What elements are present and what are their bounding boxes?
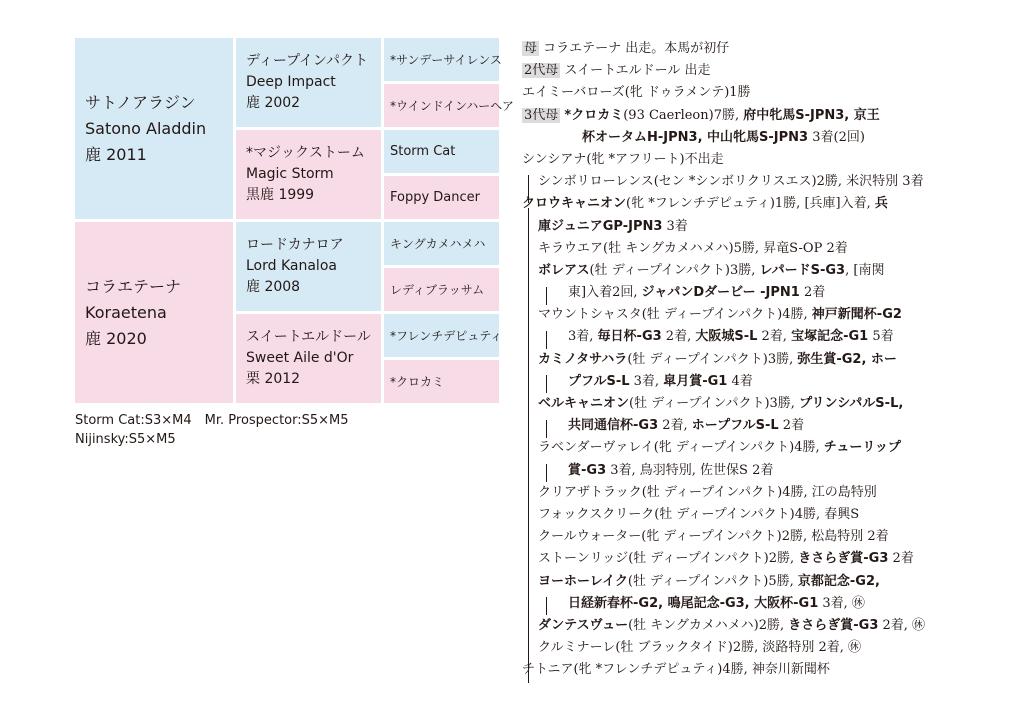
ancestor-cell: [384, 222, 499, 265]
tree-connector: [528, 208, 529, 683]
family-notes: [522, 38, 962, 681]
family-line: ラベンダーヴァレイ(牝 ディープインパクト)4勝, チューリップ: [538, 440, 901, 456]
family-line: ダンテスヴュー(牡 キングカメハメハ)2勝, きさらぎ賞-G3 2着, ㊡: [538, 617, 926, 633]
ancestor-cell: [384, 360, 499, 403]
ancestor-name: *ウインドインハーヘア: [390, 98, 514, 113]
family-line: チトニア(牝 *フレンチデピュティ)4勝, 神奈川新聞杯: [522, 662, 830, 678]
dd-name-en: Sweet Aile d'Or: [246, 350, 354, 366]
sire-cell: [75, 38, 233, 219]
family-line: ヨーホーレイク(牡 ディープインパクト)5勝, 京都記念-G2,: [538, 573, 880, 589]
generation-tag: 2代母: [524, 63, 559, 79]
family-line: クリアザトラック(牡 ディープインパクト)4勝, 江の島特別: [538, 484, 877, 500]
family-line: エイミーバローズ(牝 ドゥラメンテ)1勝: [522, 85, 751, 101]
family-line: クロウキャニオン(牝 *フレンチデピュティ)1勝, [兵庫]入着, 兵: [522, 196, 888, 212]
family-line: キラウエア(牡 キングカメハメハ)5勝, 昇竜S-OP 2着: [538, 240, 848, 256]
ancestor-cell: [384, 268, 499, 311]
dam-info: 鹿 2020: [85, 328, 147, 348]
family-line: 3着, 毎日杯-G3 2着, 大阪城S-L 2着, 宝塚記念-G1 5着: [568, 329, 894, 345]
horse-name: ダンテスヴュー: [538, 617, 629, 633]
inbreeding-line: Storm Cat:S3×M4 Mr. Prospector:S5×M5: [75, 413, 349, 428]
family-line: 東]入着2回, ジャパンDダービー -JPN1 2着: [568, 285, 826, 301]
family-line: シンボリローレンス(セン *シンボリクリスエス)2勝, 米沢特別 3着: [538, 174, 924, 190]
dam-sire-cell: [236, 222, 381, 311]
horse-name: ボレアス: [538, 262, 590, 278]
family-line: 賞-G3 3着, 鳥羽特別, 佐世保S 2着: [568, 462, 774, 478]
family-line: 日経新春杯-G2, 鳴尾記念-G3, 大阪杯-G1 3着, ㊡: [568, 595, 865, 611]
family-line: プフルS-L 3着, 皐月賞-G1 4着: [568, 373, 753, 389]
ancestor-cell: [384, 176, 499, 219]
sd-info: 黒鹿 1999: [246, 187, 315, 203]
family-line: 3代母 *クロカミ(93 Caerleon)7勝, 府中牝馬S-JPN3, 京王: [524, 107, 880, 123]
ds-info: 鹿 2008: [246, 279, 301, 295]
tree-connector: [546, 287, 547, 305]
horse-name: ヨーホーレイク: [538, 573, 628, 589]
ancestor-name: レディブラッサム: [390, 282, 485, 297]
generation-tag: 母: [524, 41, 538, 56]
sire-info: 鹿 2011: [85, 144, 147, 164]
dd-info: 栗 2012: [246, 371, 301, 387]
ss-name-ja: ディープインパクト: [246, 53, 368, 69]
family-line: 庫ジュニアGP-JPN3 3着: [538, 218, 688, 234]
ss-name-en: Deep Impact: [246, 74, 336, 90]
sd-name-ja: *マジックストーム: [246, 145, 365, 161]
sire-sire-cell: [236, 38, 381, 127]
tree-connector: [546, 464, 547, 482]
horse-name: ベルキャニオン: [538, 396, 630, 411]
family-line: マウントシャスタ(牡 ディープインパクト)4勝, 神戸新聞杯-G2: [538, 307, 902, 323]
dam-name-ja: コラエテーナ: [85, 276, 182, 296]
family-line: フォックスクリーク(牡 ディープインパクト)4勝, 春興S: [538, 506, 860, 522]
family-line: ベルキャニオン(牡 ディープインパクト)3勝, プリンシパルS-L,: [538, 396, 904, 411]
ancestor-name: Storm Cat: [390, 143, 456, 159]
ancestor-cell: [384, 314, 503, 357]
sire-name-en: Satono Aladdin: [85, 118, 207, 138]
sire-dam-cell: [236, 130, 381, 219]
ancestor-name: *サンデーサイレンス: [390, 52, 502, 67]
ancestor-name: キングカメハメハ: [390, 236, 486, 251]
generation-tag: 3代母: [524, 107, 559, 123]
dam-name-en: Koraetena: [85, 302, 167, 322]
horse-name: クロウキャニオン: [522, 196, 627, 212]
family-line: シンシアナ(牝 *アフリート)不出走: [522, 151, 724, 167]
tree-connector: [528, 175, 529, 203]
ancestor-name: Foppy Dancer: [390, 189, 481, 205]
family-line: クールウォーター(牝 ディープインパクト)2勝, 松島特別 2着: [538, 529, 889, 545]
horse-name: *クロカミ: [564, 107, 624, 123]
inbreeding-line: Nijinsky:S5×M5: [75, 432, 176, 447]
dam-cell: [75, 222, 233, 403]
ancestor-name: *フレンチデピュティ: [390, 328, 503, 343]
horse-name: カミノタサハラ: [538, 351, 628, 367]
ancestor-cell: [384, 130, 499, 173]
family-line: 共同通信杯-G3 2着, ホープフルS-L 2着: [568, 418, 805, 434]
tree-connector: [546, 375, 547, 393]
ss-info: 鹿 2002: [246, 95, 301, 111]
ds-name-en: Lord Kanaloa: [246, 258, 337, 274]
family-line: 母 コラエテーナ 出走。本馬が初仔: [524, 41, 730, 56]
dd-name-ja: スイートエルドール: [246, 329, 371, 345]
ds-name-ja: ロードカナロア: [246, 237, 344, 253]
tree-connector: [546, 597, 547, 615]
ancestor-name: *クロカミ: [390, 374, 445, 389]
family-line: 2代母 スイートエルドール 出走: [524, 63, 711, 79]
family-line: ボレアス(牡 ディープインパクト)3勝, レパードS-G3, [南関: [538, 262, 885, 278]
family-line: 杯オータムH-JPN3, 中山牝馬S-JPN3 3着(2回): [582, 129, 865, 145]
tree-connector: [546, 331, 547, 349]
family-line: カミノタサハラ(牡 ディープインパクト)3勝, 弥生賞-G2, ホー: [538, 351, 897, 367]
sd-name-en: Magic Storm: [246, 166, 334, 182]
ancestor-cell: [384, 84, 514, 127]
sire-name-ja: サトノアラジン: [85, 92, 196, 112]
family-line: クルミナーレ(牡 ブラックタイド)2勝, 淡路特別 2着, ㊡: [538, 640, 862, 656]
ancestor-cell: [384, 38, 502, 81]
dam-dam-cell: [236, 314, 381, 403]
tree-connector: [546, 420, 547, 438]
family-line: ストーンリッジ(牡 ディープインパクト)2勝, きさらぎ賞-G3 2着: [538, 551, 914, 567]
